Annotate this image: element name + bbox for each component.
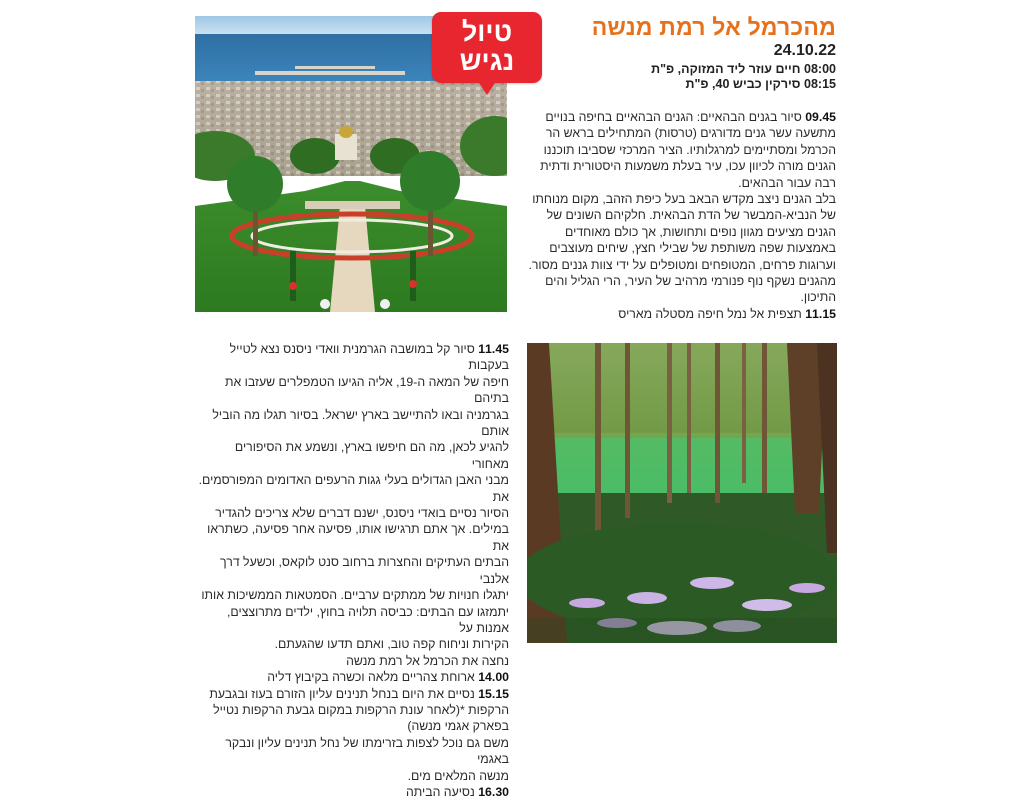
- itinerary-text: הכרמל ומסתיימים למרגלותיו. הציר המרכזי שסביבו תוכננו: [543, 142, 836, 157]
- itinerary-line: [521, 224, 836, 240]
- itinerary-text: של הנביא-המבשר של הדת הבהאית. חלקיהם השונים של: [546, 208, 836, 223]
- itinerary-text: בלב הגנים ניצב מקדש הבאב בעל כיפת הזהב, מקום מנוחתו: [532, 192, 836, 207]
- itinerary-text: הבתים העתיקים והחצרות ברחוב סנט לוקאס, וכשעל דרך אלנבי: [220, 555, 509, 586]
- itinerary-text: מנשה המלאים מים.: [407, 768, 509, 783]
- itinerary-time: 09.45: [805, 110, 836, 124]
- itinerary-text: הגנים מורה לכיוון עכו, עיר בעלת משמעות היסטורית ודתית: [540, 159, 836, 174]
- itinerary-time: 15.15: [478, 686, 509, 701]
- itinerary-time: 14.00: [478, 670, 509, 685]
- itinerary-line: [197, 702, 509, 718]
- itinerary-line: [197, 439, 509, 472]
- itinerary-line: [197, 341, 509, 374]
- meeting-points: [536, 62, 836, 92]
- itinerary-text: נסיעה הביתה: [405, 784, 475, 799]
- itinerary-line: [197, 587, 509, 603]
- itinerary-line: [197, 784, 509, 800]
- itinerary-line: [197, 554, 509, 587]
- itinerary-text: התיכון.: [800, 290, 836, 305]
- itinerary-line: [521, 289, 836, 305]
- itinerary-text: מבני האבן הגדולים בעלי גגות הרעפים האדומים המפורסמים. את: [198, 473, 509, 504]
- itinerary-line: [521, 306, 836, 322]
- itinerary-line: [521, 142, 836, 158]
- itinerary-text: חיפה של המאה ה-19, אליה הגיעו הטמפלרים שעזבו את בתיהם: [225, 374, 509, 406]
- itinerary-line: [197, 718, 509, 734]
- itinerary-line: [197, 374, 509, 407]
- itinerary-time: 16.30: [478, 784, 509, 799]
- itinerary-line: [521, 125, 836, 141]
- itinerary-time: 11.45: [478, 342, 509, 356]
- badge-line-2: נגיש: [459, 46, 515, 76]
- itinerary-text: הרקפות *(לאחר עונת הרקפות במקום גבעת הרקפות נטייל: [213, 702, 509, 717]
- itinerary-text: באמצעות שפה משותפת של שבילי חצץ, שיחים מעוצבים: [549, 241, 836, 256]
- itinerary-line: [521, 240, 836, 256]
- itinerary-line: [521, 158, 836, 174]
- itinerary-text: ארוחת צהריים מלאה וכשרה בקיבוץ דליה: [267, 670, 475, 685]
- cyclamen-forest-photo: [527, 343, 837, 643]
- itinerary-line: [521, 109, 836, 125]
- itinerary-text: נחצה את הכרמל אל רמת מנשה: [346, 653, 509, 668]
- meeting-point: 08:15 סירקין כביש 40, פ"ת: [685, 77, 836, 91]
- itinerary-line: [197, 604, 509, 637]
- itinerary-section-1: [521, 109, 836, 322]
- itinerary-line: [521, 191, 836, 207]
- itinerary-text: הסיור נסיים בואדי ניסנס, ישנם דברים שלא צריכים להגדיר: [215, 506, 509, 521]
- itinerary-line: [197, 653, 509, 669]
- itinerary-text: סיור בגנים הבהאיים: הגנים הבהאיים בחיפה בנויים: [545, 110, 802, 124]
- itinerary-line: [197, 505, 509, 521]
- itinerary-text: בפארק אגמי מנשה): [407, 719, 509, 734]
- itinerary-text: הקירות וניחוח קפה טוב, ואתם תדעו שהגעתם.: [274, 637, 509, 652]
- itinerary-text: מהגנים נשקף נוף פנורמי מרהיב של העיר, הרי הגליל והים: [545, 274, 836, 289]
- itinerary-text: רבה עבור הבהאים.: [738, 175, 836, 190]
- itinerary-line: [197, 636, 509, 652]
- meeting-point: 08:00 חיים עוזר ליד המזוקה, פ"ת: [651, 62, 836, 76]
- itinerary-line: [521, 257, 836, 273]
- itinerary-line: [197, 521, 509, 554]
- page-title: מהכרמל אל רמת מנשה: [591, 14, 836, 40]
- itinerary-line: [521, 175, 836, 191]
- itinerary-text: וערוגות פרחים, המטופחים ומטופלים על ידי צוות גננים מסור.: [528, 257, 836, 272]
- itinerary-line: [521, 207, 836, 223]
- itinerary-section-2: [197, 341, 509, 800]
- tour-date: 24.10.22: [773, 42, 836, 59]
- itinerary-time: 11.15: [805, 306, 836, 321]
- itinerary-text: הגנים מציעים מגוון נופים ותחושות, אך כולם מאוחדים: [565, 224, 836, 239]
- itinerary-line: [197, 686, 509, 702]
- itinerary-text: בגרמניה ובאו להתיישב בארץ ישראל. בסיור תגלו מה הוביל אותם: [212, 407, 509, 439]
- itinerary-text: סיור קל במושבה הגרמנית וואדי ניסנס נצא לטייל בעקבות: [229, 342, 509, 373]
- itinerary-line: [197, 472, 509, 505]
- itinerary-text: מתשעה עשר גנים מדורגים (טרסות) המתחילים בראש הר: [545, 126, 836, 141]
- itinerary-text: להגיע לכאן, מה הם חיפשו בארץ, ונשמע את הסיפורים מאחורי: [234, 440, 509, 471]
- itinerary-text: יתמזגו עם הבתים: כביסה תלויה בחוץ, ילדים מתרוצצים, אמנות על: [227, 604, 509, 635]
- itinerary-text: נסיים את היום בנחל תנינים עליון הזורם בעוז ובגבעת: [209, 686, 475, 701]
- itinerary-line: [197, 407, 509, 440]
- itinerary-text: במילים. אך אתם תרגישו אותו, פסיעה אחר פסיעה, כשתראו את: [207, 522, 509, 553]
- itinerary-line: [197, 768, 509, 784]
- accessible-tour-badge: [432, 12, 542, 95]
- itinerary-text: יתגלו חנויות של ממתקים ערביים. הסמטאות הממשיכות אותו: [201, 588, 509, 603]
- itinerary-text: משם גם נוכל לצפות בזרימתו של נחל תנינים עליון ונבקר באגמי: [225, 735, 509, 767]
- badge-pointer: [479, 83, 495, 95]
- itinerary-line: [521, 273, 836, 289]
- badge-line-1: טיול: [461, 17, 513, 47]
- itinerary-line: [197, 735, 509, 768]
- itinerary-line: [197, 669, 509, 685]
- itinerary-text: תצפית אל נמל חיפה מסטלה מאריס: [618, 306, 802, 321]
